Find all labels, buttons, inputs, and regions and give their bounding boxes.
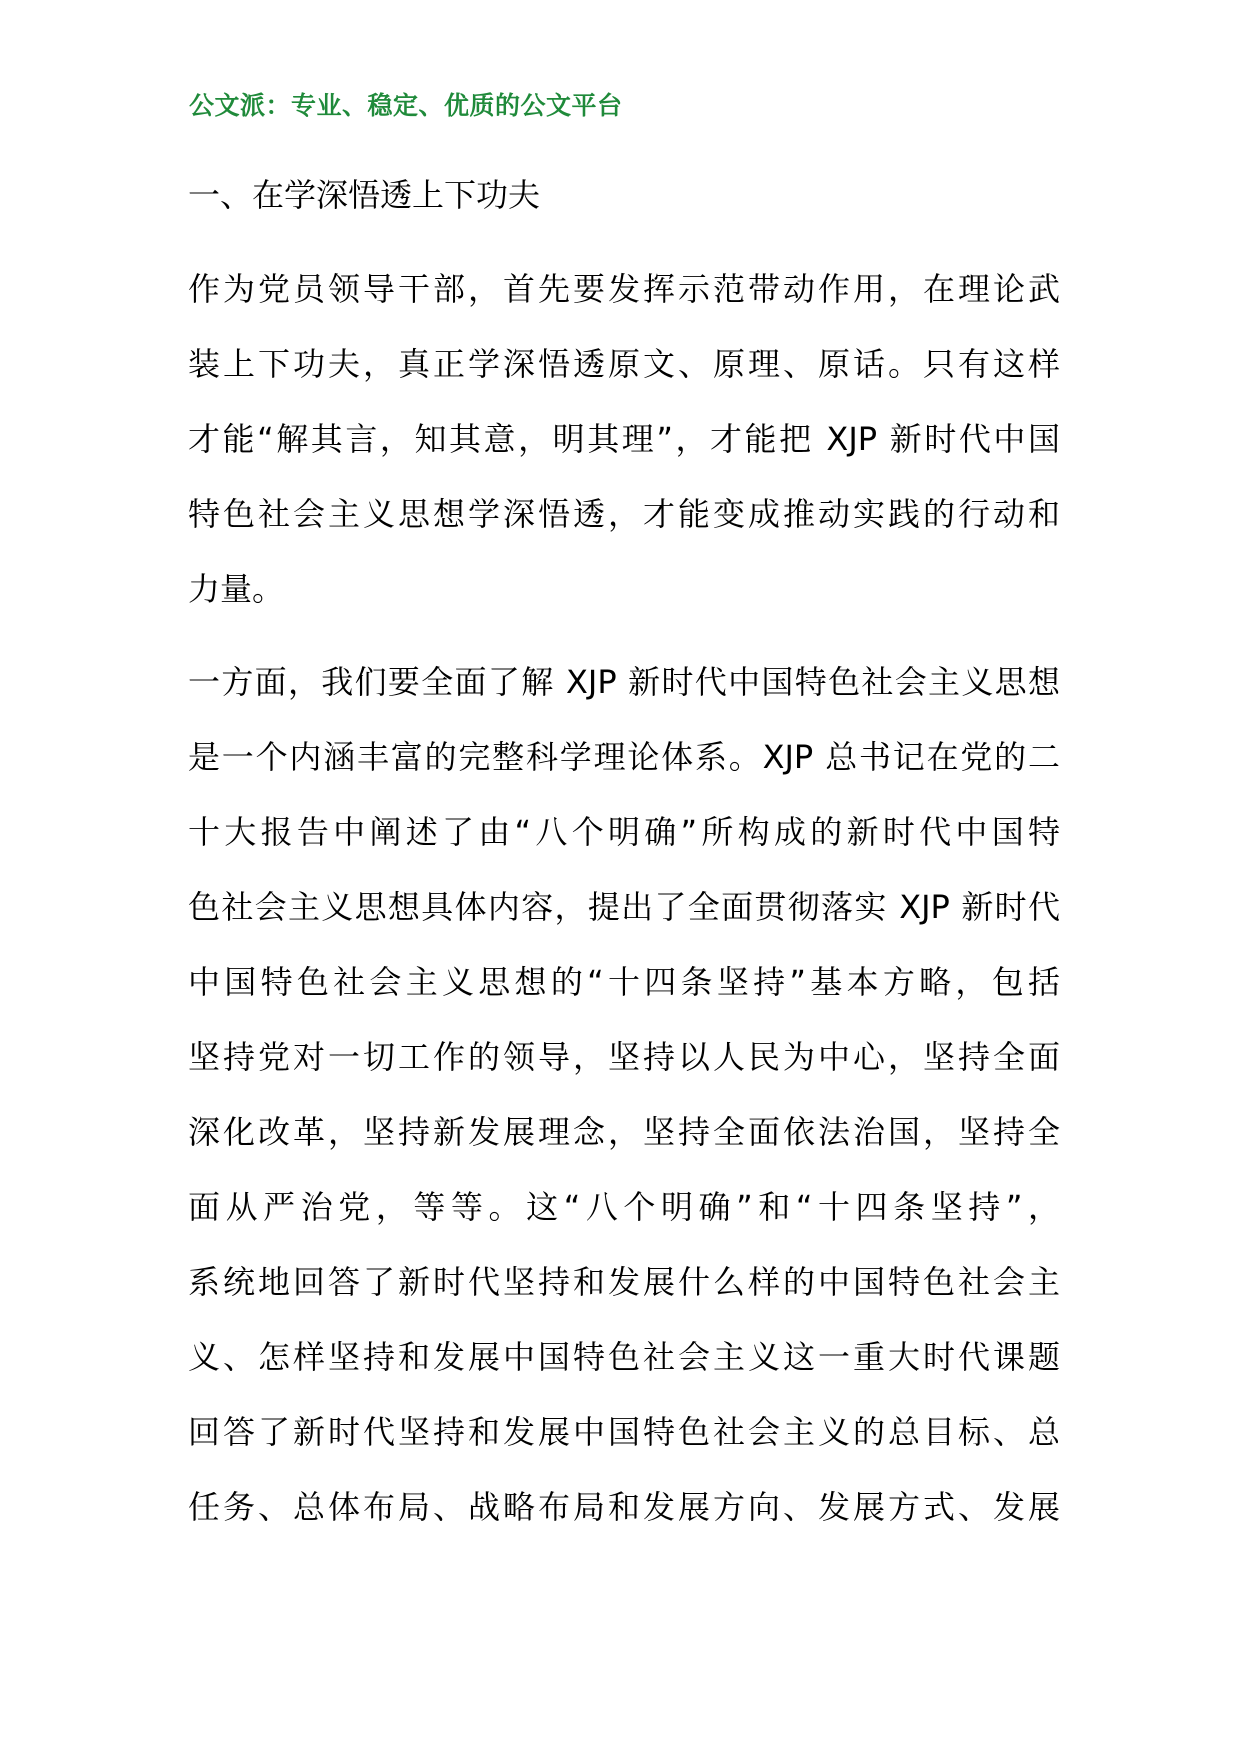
- paragraph-line: 特色社会主义思想学深悟透，才能变成推动实践的行动和: [188, 495, 1060, 533]
- paragraph-line: 系统地回答了新时代坚持和发展什么样的中国特色社会主: [188, 1263, 1060, 1301]
- paragraph-line: 面从严治党，等等。这“八个明确”和“十四条坚持”，: [188, 1188, 1060, 1226]
- section-heading: [188, 158, 1060, 233]
- heading-text: 一、在学深悟透上下功夫: [188, 176, 541, 214]
- paragraph-line: 才能“解其言，知其意，明其理”，才能把 XJP 新时代中国: [188, 420, 1060, 458]
- paragraph-line: 是一个内涵丰富的完整科学理论体系。XJP 总书记在党的二: [188, 738, 1060, 776]
- paragraph-line: 回答了新时代坚持和发展中国特色社会主义的总目标、总: [188, 1413, 1060, 1451]
- paragraph-line: 力量。: [188, 570, 285, 608]
- paragraph-line: 十大报告中阐述了由“八个明确”所构成的新时代中国特: [188, 813, 1060, 851]
- site-header: 公文派：专业、稳定、优质的公文平台: [189, 91, 623, 120]
- paragraph-line: 任务、总体布局、战略布局和发展方向、发展方式、发展: [188, 1488, 1060, 1526]
- paragraph-line: 坚持党对一切工作的领导，坚持以人民为中心，坚持全面: [188, 1038, 1060, 1076]
- paragraph-2: [188, 645, 1060, 1545]
- paragraph-line: 深化改革，坚持新发展理念，坚持全面依法治国，坚持全: [188, 1113, 1060, 1151]
- paragraph-line: 义、怎样坚持和发展中国特色社会主义这一重大时代课题: [188, 1338, 1060, 1376]
- paragraph-line: 作为党员领导干部，首先要发挥示范带动作用，在理论武: [188, 270, 1060, 308]
- paragraph-line: 一方面，我们要全面了解 XJP 新时代中国特色社会主义思想: [188, 663, 1060, 701]
- paragraph-line: 中国特色社会主义思想的“十四条坚持”基本方略，包括: [188, 963, 1060, 1001]
- paragraph-line: 色社会主义思想具体内容，提出了全面贯彻落实 XJP 新时代: [188, 888, 1060, 926]
- paragraph-1: [188, 252, 1060, 627]
- paragraph-line: 装上下功夫，真正学深悟透原文、原理、原话。只有这样: [188, 345, 1060, 383]
